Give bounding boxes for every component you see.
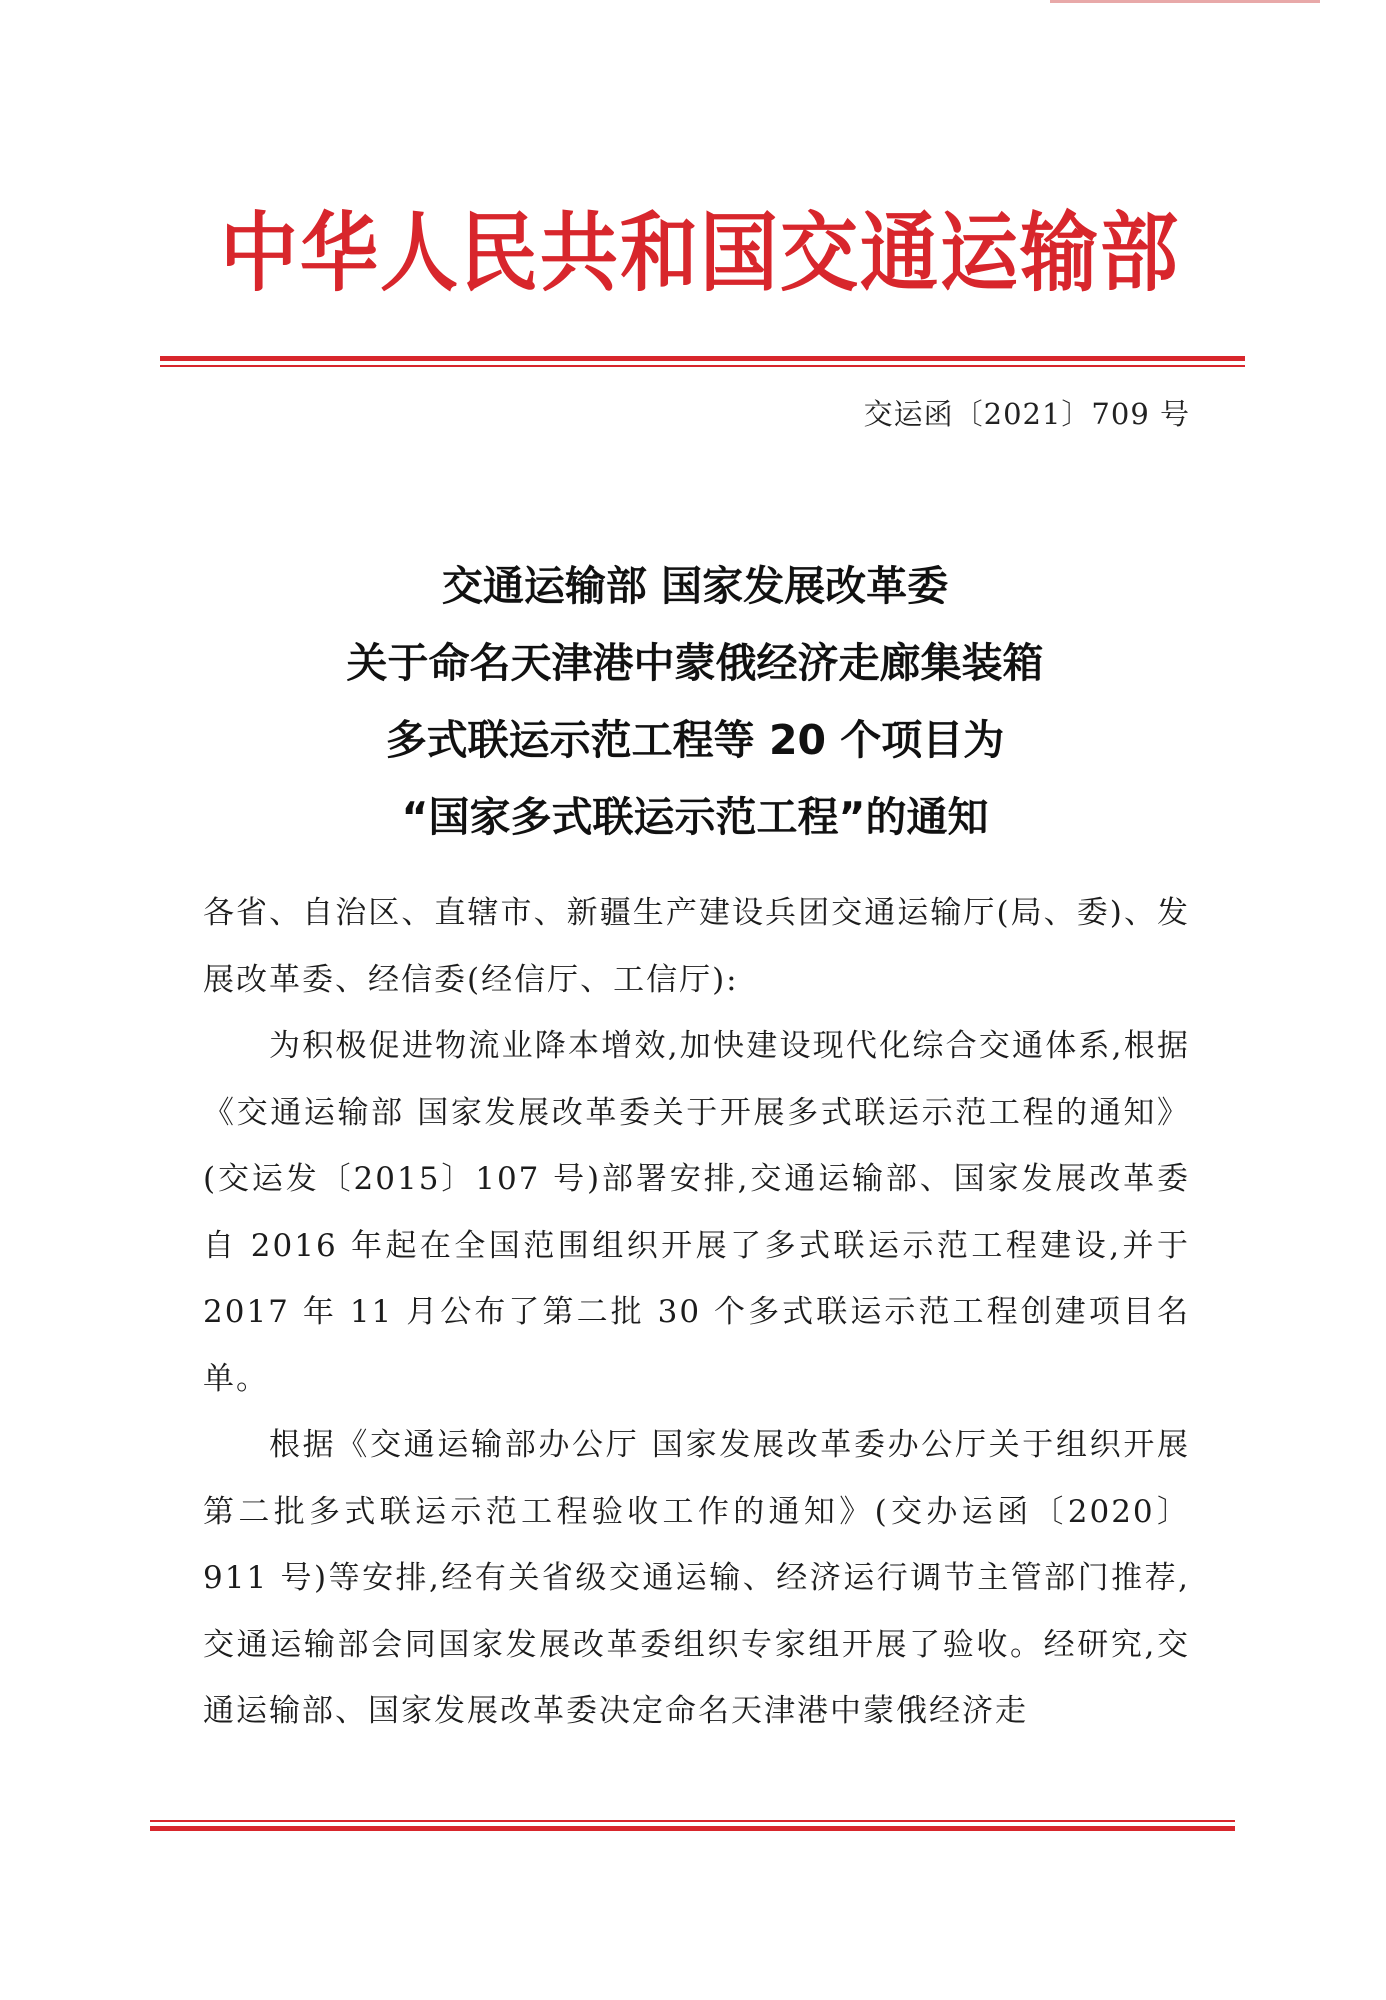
addressee: 各省、自治区、直辖市、新疆生产建设兵团交通运输厅(局、委)、发展改革委、经信委(经信厅、工信厅): [203, 895, 1190, 998]
title-line: “国家多式联运示范工程”的通知 [401, 793, 989, 841]
masthead-rule-thick [160, 356, 1245, 361]
body-paragraph-2: 根据《交通运输部办公厅 国家发展改革委办公厅关于组织开展第二批多式联运示范工程验收工作的通知》(交办运函〔2020〕911 号)等安排,经有关省级交通运输、经济运行调节主管部门推荐,交通运输部会同国家发展改革委组织专家组开展了验收。经研究,交通运输部、国家发展改革委决定命名天津港中蒙俄经济走 [203, 1427, 1190, 1729]
title-line: 多式联运示范工程等 20 个项目为 [385, 716, 1005, 764]
body-paragraph-1: 为积极促进物流业降本增效,加快建设现代化综合交通体系,根据《交通运输部 国家发展改革委关于开展多式联运示范工程的通知》(交运发〔2015〕107 号)部署安排,交通运输部、国家发展改革委自 2016 年起在全国范围组织开展了多式联运示范工程建设,并于 2017 年 11 月公布了第二批 30 个多式联运示范工程创建项目名单。 [203, 1028, 1190, 1397]
document-body [203, 880, 1190, 1745]
footer-rule-thick [150, 1826, 1235, 1831]
document-title [150, 548, 1240, 856]
footer-rule-thin [150, 1820, 1235, 1822]
masthead-rule-thin [160, 365, 1245, 367]
title-line: 关于命名天津港中蒙俄经济走廊集装箱 [346, 639, 1044, 687]
top-edge-mark [1050, 0, 1320, 3]
document-number: 交运函〔2021〕709 号 [863, 397, 1190, 431]
issuer-masthead: 中华人民共和国交通运输部 [219, 204, 1180, 304]
title-line: 交通运输部 国家发展改革委 [441, 562, 949, 610]
